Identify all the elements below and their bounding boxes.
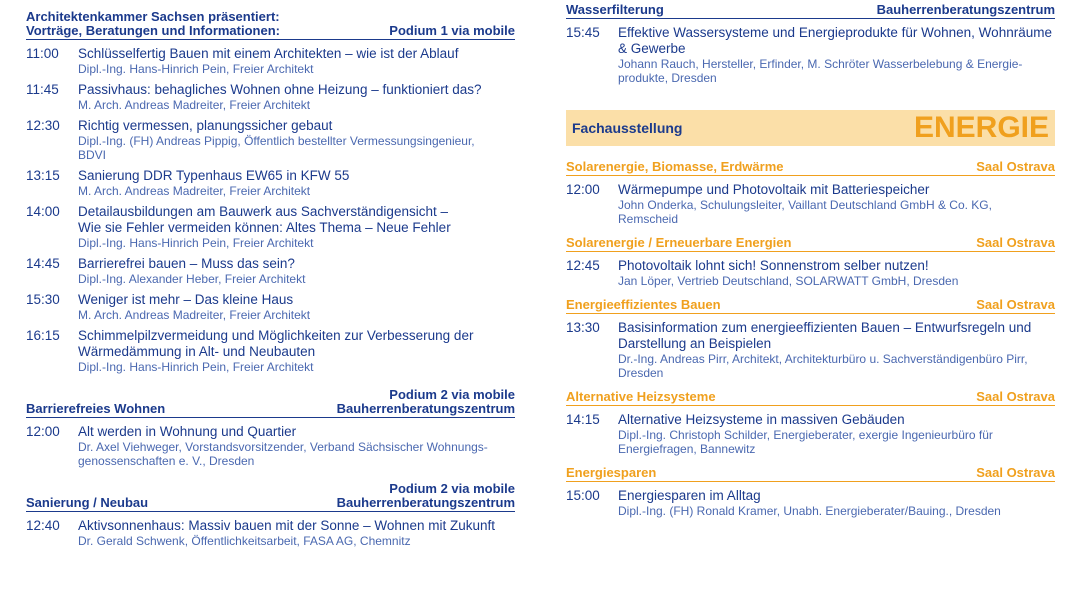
section-wasserfilterung (566, 3, 1055, 85)
section-header (26, 482, 515, 512)
event-title: Detailausbildungen am Bauwerk aus Sachverständigensicht – Wie sie Fehler vermeiden können: Altes Thema – Neue Fehler (78, 204, 451, 235)
event-time: 16:15 (26, 328, 60, 343)
section-header (566, 466, 1055, 482)
event-title: Passivhaus: behagliches Wohnen ohne Heizung – funktioniert das? (78, 82, 482, 97)
event-list (26, 424, 515, 468)
event-body (618, 258, 1055, 288)
section-header (566, 160, 1055, 176)
event-item (26, 518, 515, 548)
event-list (26, 518, 515, 548)
section-title: Sanierung / Neubau (26, 495, 149, 510)
event-item (26, 168, 515, 198)
section-solarenergie-erneuerbar (566, 236, 1055, 288)
section-header (26, 388, 515, 418)
event-speaker: John Onderka, Schulungsleiter, Vaillant Deutschland GmbH & Co. KG, Remscheid (618, 198, 992, 226)
event-title: Alternative Heizsysteme in massiven Gebäuden (618, 412, 905, 427)
event-speaker: Dipl.-Ing. Christoph Schilder, Energieberater, exergie Ingenieurbüro für Energiefragen, Bannewitz (618, 428, 993, 456)
event-time: 12:45 (566, 258, 600, 273)
event-body (78, 82, 515, 112)
event-title: Basisinformation zum energieeffizienten Bauen – Entwurfsregeln und Darstellung an Beispielen (618, 320, 1032, 351)
event-title: Weniger ist mehr – Das kleine Haus (78, 292, 294, 307)
section-solarenergie-biomasse (566, 160, 1055, 226)
event-item (566, 258, 1055, 288)
section-location: Saal Ostrava (976, 159, 1055, 174)
event-time: 14:00 (26, 204, 60, 219)
event-speaker: Dipl.-Ing. Alexander Heber, Freier Architekt (78, 272, 306, 286)
event-time: 12:40 (26, 518, 60, 533)
event-title: Schlüsselfertig Bauen mit einem Architekten – wie ist der Ablauf (78, 46, 459, 61)
event-time: 11:00 (26, 46, 59, 61)
event-speaker: Johann Rauch, Hersteller, Erfinder, M. Schröter Wasserbelebung & Energie- produkte, Dresden (618, 57, 1023, 85)
event-item (26, 46, 515, 76)
event-item (26, 204, 515, 250)
event-time: 15:45 (566, 25, 600, 40)
section-sanierung-neubau (26, 482, 515, 548)
event-title: Aktivsonnenhaus: Massiv bauen mit der Sonne – Wohnen mit Zukunft (78, 518, 495, 533)
section-header (566, 390, 1055, 406)
event-item (566, 320, 1055, 380)
event-item (566, 182, 1055, 226)
event-speaker: Dipl.-Ing. (FH) Andreas Pippig, Öffentlich bestellter Vermessungsingenieur, BDVI (78, 134, 475, 162)
event-item (566, 25, 1055, 85)
section-header (26, 10, 515, 40)
event-speaker: Dipl.-Ing. Hans-Hinrich Pein, Freier Architekt (78, 62, 314, 76)
event-title: Photovoltaik lohnt sich! Sonnenstrom selber nutzen! (618, 258, 929, 273)
event-list (566, 25, 1055, 85)
section-header (566, 236, 1055, 252)
event-item (26, 292, 515, 322)
event-body (618, 488, 1055, 518)
event-body (78, 204, 515, 250)
event-speaker: Dipl.-Ing. (FH) Ronald Kramer, Unabh. Energieberater/Bauing., Dresden (618, 504, 1001, 518)
event-speaker: Dr.-Ing. Andreas Pirr, Architekt, Architekturbüro u. Sachverständigenbüro Pirr, Dresden (618, 352, 1028, 380)
section-title: Solarenergie / Erneuerbare Energien (566, 235, 792, 250)
left-column (26, 0, 515, 548)
event-body (78, 328, 515, 374)
event-body (78, 168, 515, 198)
section-podium-1 (26, 10, 515, 374)
event-time: 11:45 (26, 82, 59, 97)
event-title: Barrierefrei bauen – Muss das sein? (78, 256, 295, 271)
section-location: Podium 2 via mobile Bauherrenberatungszentrum (336, 387, 515, 416)
event-time: 14:15 (566, 412, 600, 427)
section-title: Energiesparen (566, 465, 657, 480)
section-title: Alternative Heizsysteme (566, 389, 716, 404)
event-body (78, 118, 515, 162)
event-body (78, 292, 515, 322)
section-header (566, 3, 1055, 19)
event-speaker: Dr. Axel Viehweger, Vorstandsvorsitzender, Verband Sächsischer Wohnungs- genossenschaften e. V., Dresden (78, 440, 488, 468)
event-title: Sanierung DDR Typenhaus EW65 in KFW 55 (78, 168, 350, 183)
event-item (26, 82, 515, 112)
fachausstellung-label: Fachausstellung (572, 120, 683, 136)
section-location: Saal Ostrava (976, 235, 1055, 250)
section-title: Architektenkammer Sachsen präsentiert: Vorträge, Beratungen und Informationen: (26, 9, 280, 38)
event-speaker: Dipl.-Ing. Hans-Hinrich Pein, Freier Architekt (78, 360, 314, 374)
event-speaker: M. Arch. Andreas Madreiter, Freier Architekt (78, 308, 311, 322)
event-title: Effektive Wassersysteme und Energieprodukte für Wohnen, Wohnräume & Gewerbe (618, 25, 1052, 56)
event-body (78, 424, 515, 468)
section-location: Bauherrenberatungszentrum (876, 2, 1055, 17)
section-header (566, 298, 1055, 314)
section-location: Saal Ostrava (976, 465, 1055, 480)
event-body (78, 256, 515, 286)
section-energiesparen (566, 466, 1055, 518)
event-body (618, 25, 1055, 85)
event-list (566, 412, 1055, 456)
event-item (26, 328, 515, 374)
section-title: Energieeffizientes Bauen (566, 297, 721, 312)
event-title: Wärmepumpe und Photovoltaik mit Batteriespeicher (618, 182, 930, 197)
event-item (26, 118, 515, 162)
event-list (26, 46, 515, 374)
event-title: Alt werden in Wohnung und Quartier (78, 424, 297, 439)
section-location: Podium 1 via mobile (389, 23, 515, 38)
section-location: Podium 2 via mobile Bauherrenberatungszentrum (336, 481, 515, 510)
section-energieeffizientes-bauen (566, 298, 1055, 380)
section-barrierefreies-wohnen (26, 388, 515, 468)
event-list (566, 488, 1055, 518)
event-item (566, 412, 1055, 456)
section-title: Solarenergie, Biomasse, Erdwärme (566, 159, 784, 174)
section-title: Wasserfilterung (566, 2, 664, 17)
event-time: 13:15 (26, 168, 60, 183)
event-list (566, 320, 1055, 380)
event-body (78, 46, 515, 76)
section-title: Barrierefreies Wohnen (26, 401, 166, 416)
event-body (618, 182, 1055, 226)
event-title: Richtig vermessen, planungssicher gebaut (78, 118, 333, 133)
event-speaker: M. Arch. Andreas Madreiter, Freier Architekt (78, 98, 311, 112)
section-alternative-heizsysteme (566, 390, 1055, 456)
event-time: 15:30 (26, 292, 60, 307)
event-item (566, 488, 1055, 518)
event-body (78, 518, 515, 548)
right-column (566, 0, 1055, 518)
event-time: 14:45 (26, 256, 60, 271)
section-location: Saal Ostrava (976, 297, 1055, 312)
event-time: 12:00 (566, 182, 600, 197)
event-title: Energiesparen im Alltag (618, 488, 761, 503)
event-time: 13:30 (566, 320, 600, 335)
event-body (618, 412, 1055, 456)
fachausstellung-banner (566, 110, 1055, 146)
event-speaker: M. Arch. Andreas Madreiter, Freier Architekt (78, 184, 311, 198)
event-time: 15:00 (566, 488, 600, 503)
event-item (26, 256, 515, 286)
event-time: 12:30 (26, 118, 60, 133)
event-speaker: Dipl.-Ing. Hans-Hinrich Pein, Freier Architekt (78, 236, 314, 250)
event-title: Schimmelpilzvermeidung und Möglichkeiten zur Verbesserung der Wärmedämmung in Alt- und Neubauten (78, 328, 474, 359)
event-item (26, 424, 515, 468)
event-list (566, 182, 1055, 226)
event-time: 12:00 (26, 424, 60, 439)
event-speaker: Dr. Gerald Schwenk, Öffentlichkeitsarbeit, FASA AG, Chemnitz (78, 534, 411, 548)
energie-badge: ENERGIE (913, 111, 1049, 144)
event-body (618, 320, 1055, 380)
section-location: Saal Ostrava (976, 389, 1055, 404)
event-speaker: Jan Löper, Vertrieb Deutschland, SOLARWATT GmbH, Dresden (618, 274, 959, 288)
event-list (566, 258, 1055, 288)
